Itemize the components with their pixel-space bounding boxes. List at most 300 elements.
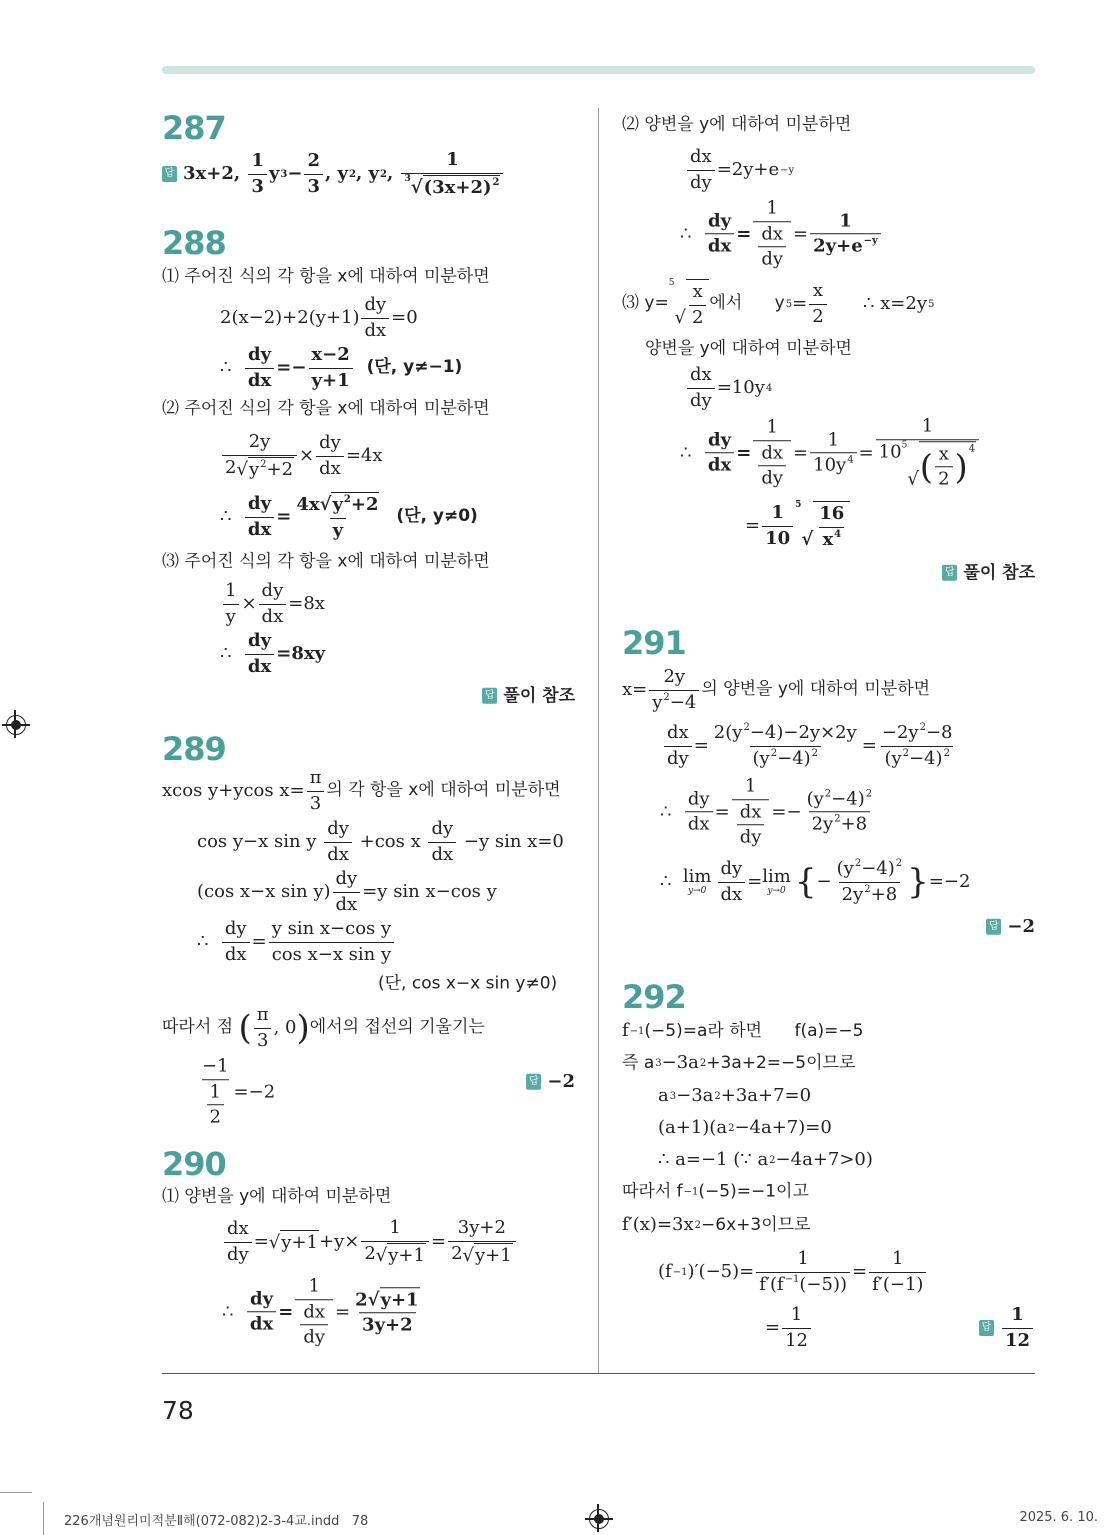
math-text: x (938, 442, 949, 464)
math-text: dx (761, 441, 784, 463)
math-text: x (822, 528, 834, 550)
math-text: dy (364, 294, 387, 315)
denominator (869, 1272, 926, 1297)
superscript: 4 (847, 454, 854, 466)
math-text: dy (261, 580, 284, 601)
superscript: −1 (683, 1186, 699, 1198)
denominator (705, 234, 734, 259)
numerator (245, 493, 274, 517)
math-text: dy (248, 344, 272, 365)
superscript: 2 (349, 168, 356, 180)
math-text: +3a+7=0 (720, 1084, 812, 1106)
math-text: 2y (841, 883, 864, 905)
radical (463, 1243, 513, 1268)
denominator (758, 465, 786, 490)
superscript: 2 (492, 176, 500, 188)
math-text: −8 (925, 722, 953, 743)
numerator (763, 416, 780, 440)
denominator (664, 746, 692, 771)
solution-line (685, 364, 772, 412)
superscript: 4 (765, 382, 773, 394)
denominator (224, 1242, 252, 1267)
math-text: = (747, 870, 763, 892)
bracket: ( (238, 1008, 252, 1048)
denominator (810, 453, 856, 478)
math-text: dx (247, 655, 272, 677)
numerator (248, 150, 267, 174)
fraction (762, 502, 793, 550)
solution-line (745, 501, 850, 551)
numerator (199, 1055, 232, 1079)
korean-text: 풀이 참조 (503, 685, 575, 706)
radicand (423, 175, 501, 200)
fraction (756, 1248, 850, 1296)
superscript: −y (863, 235, 878, 247)
superscript: 2 (379, 168, 387, 180)
superscript: 2 (854, 858, 862, 869)
math-text: ∴ (197, 930, 220, 952)
fraction (782, 1304, 811, 1352)
registration-mark-line (14, 710, 16, 738)
answer-292 (979, 1304, 1035, 1352)
numerator (810, 280, 826, 304)
denominator (876, 439, 979, 491)
numerator (660, 666, 688, 690)
fraction (224, 1218, 252, 1266)
korean-text: (−5)=−1이고 (698, 1181, 809, 1202)
numerator (307, 767, 325, 791)
math-text: −4a+7)=0 (734, 1116, 832, 1138)
denominator (687, 388, 715, 413)
math-text: 10 (878, 440, 902, 462)
bracket: ) (954, 446, 968, 487)
bold-group (243, 492, 478, 542)
fraction (689, 281, 706, 329)
solution-line (658, 1117, 832, 1140)
korean-text: ⑴ 양변을 y에 대하여 미분하면 (162, 1186, 392, 1207)
math-text: = (745, 514, 761, 536)
math-text: +8 (870, 883, 898, 905)
radical (269, 1230, 319, 1255)
superscript: 4 (968, 442, 976, 454)
math-text: 10 (765, 527, 791, 549)
math-text: 1 (251, 150, 264, 171)
fraction (248, 150, 267, 198)
fraction (869, 1248, 926, 1296)
denominator (361, 1241, 429, 1268)
math-text: 2 (355, 1289, 368, 1310)
radicand (813, 501, 850, 551)
numerator (352, 1287, 422, 1313)
denominator (207, 1104, 224, 1129)
math-text: dy (690, 171, 712, 193)
math-text: =−2 (928, 870, 971, 892)
bold-group (1007, 916, 1035, 939)
korean-text: 따라서 점 (162, 1017, 239, 1038)
numerator (742, 775, 759, 799)
footer-filename: 226개념원리미적분Ⅱ해(072-082)2-3-4교.indd 78 (64, 1514, 369, 1529)
denominator (307, 791, 324, 816)
math-text: dx (303, 1300, 326, 1322)
fraction (361, 294, 389, 342)
math-text: y (652, 691, 663, 713)
math-text: dx (667, 722, 689, 743)
solution-line (622, 1020, 863, 1043)
bold-group (243, 344, 462, 392)
numerator (664, 722, 692, 746)
problem-number: 288 (162, 224, 226, 262)
fraction (300, 1301, 328, 1349)
math-text: (3x+2) (423, 176, 492, 198)
math-text: 1 (209, 1080, 221, 1102)
radical (902, 441, 977, 491)
math-text: dy (690, 389, 712, 411)
denominator (809, 304, 826, 329)
radical (376, 1243, 426, 1268)
fraction (361, 1217, 429, 1267)
fraction (428, 818, 456, 866)
numerator (293, 492, 382, 518)
math-text: −4a+7>0) (775, 1148, 873, 1170)
math-text: dy (327, 818, 349, 839)
math-text: 2 (451, 1242, 463, 1264)
math-text: (y (884, 747, 902, 769)
korean-text: (−5)=a라 하면 f(a)=−5 (644, 1020, 864, 1041)
fraction (718, 858, 746, 906)
denominator (254, 1028, 271, 1053)
math-text: −1 (202, 1055, 229, 1077)
math-text: −4) (861, 858, 895, 879)
numerator (816, 503, 847, 527)
math-text: 2 (691, 306, 704, 328)
bold-group (703, 210, 751, 258)
bold-group (350, 1287, 424, 1337)
numerator (711, 722, 860, 746)
korean-text: +3a+2=−5이므로 (706, 1052, 856, 1073)
math-text: =−2 (233, 1080, 276, 1102)
math-text: 2(x−2)+2(y+1) (220, 306, 360, 328)
denominator (685, 812, 713, 837)
numerator (936, 443, 952, 467)
math-text: , y (355, 162, 379, 184)
superscript: 2 (864, 883, 871, 895)
math-text: dx (690, 146, 712, 167)
radical-sign-icon: √ (674, 306, 686, 328)
math-text: dy (761, 467, 784, 489)
math-text: 2 (209, 1106, 221, 1128)
denominator (269, 942, 394, 967)
radical-sign-icon: √ (410, 176, 423, 198)
fraction (448, 1217, 516, 1267)
math-text: 2 (364, 1242, 376, 1264)
math-text: dx (761, 222, 784, 244)
numerator (386, 1217, 403, 1241)
denominator (223, 604, 239, 629)
answer-content (503, 685, 575, 708)
korean-text: ⑵ 주어진 식의 각 항을 x에 대하여 미분하면 (162, 398, 490, 419)
math-text: = (693, 734, 709, 756)
problem-number: 291 (622, 624, 686, 662)
numerator (222, 918, 250, 942)
bold-group (245, 1288, 293, 1336)
radical (795, 501, 850, 551)
solution-line (220, 431, 383, 481)
korean-text: ⑵ 양변을 y에 대하여 미분하면 (622, 114, 852, 135)
denominator (819, 527, 844, 552)
denominator (202, 1079, 229, 1129)
radical-sign-icon: √ (319, 494, 332, 515)
math-text: dy (303, 1326, 326, 1348)
numerator (245, 630, 274, 654)
denominator (248, 174, 267, 199)
radical-sign-icon: √ (907, 468, 919, 490)
radical-sign-icon: √ (367, 1289, 380, 1310)
fraction (705, 210, 734, 258)
math-text: 1 (1011, 1304, 1024, 1325)
solution-line (660, 775, 877, 849)
math-text: y (225, 605, 236, 627)
korean-text: 에서의 접선의 기울기는 (309, 1017, 485, 1038)
answer-badge-icon: 답 (979, 1320, 994, 1336)
math-text: ∴ (220, 356, 243, 378)
solution-line (622, 666, 930, 714)
answer-content (1007, 916, 1035, 939)
limit-subscript: y→0 (688, 885, 707, 896)
math-text: 2y+e (813, 235, 863, 257)
math-text: = (792, 292, 808, 314)
math-text: dx (335, 893, 358, 915)
math-text: =4x (345, 444, 383, 466)
superscript: 2 (834, 813, 841, 825)
denominator (839, 882, 901, 907)
bold-group (808, 210, 883, 258)
math-text: (−5)) (799, 1273, 848, 1295)
bottom-rule (162, 1373, 1035, 1374)
denominator (732, 799, 770, 849)
fraction (935, 443, 952, 491)
denominator (762, 526, 793, 551)
math-text: (y (806, 788, 824, 809)
denominator (300, 1324, 328, 1349)
solution-line (197, 818, 564, 866)
solution-line (680, 415, 981, 491)
denominator (304, 174, 323, 199)
math-text: 12 (1004, 1329, 1030, 1351)
denominator (753, 221, 791, 271)
numerator (804, 788, 876, 812)
problem-number: 290 (162, 1145, 226, 1183)
bold-group (1000, 1304, 1035, 1352)
problem-number: 292 (622, 978, 686, 1016)
fraction (304, 150, 323, 198)
solution-line (220, 294, 418, 342)
solution-line (658, 1085, 811, 1108)
numerator (245, 344, 274, 368)
answer-content (1000, 1304, 1035, 1352)
solution-line (197, 918, 396, 966)
page-number: 78 (162, 1396, 194, 1425)
math-text: )′(−5)= (687, 1260, 755, 1282)
korean-text: 따라서 f (622, 1181, 683, 1202)
superscript: 2 (728, 1122, 735, 1134)
denominator (935, 466, 952, 491)
math-text: 3 (309, 792, 322, 814)
math-text: y+1 (388, 1244, 425, 1266)
superscript: −y (780, 164, 795, 176)
solution-line (220, 344, 462, 392)
fraction (737, 801, 765, 849)
numerator (316, 432, 344, 456)
math-text: dx (431, 843, 454, 865)
limit (683, 867, 712, 897)
solution-line (162, 551, 490, 572)
bold-group (547, 1071, 575, 1094)
fraction (293, 492, 382, 542)
superscript: 2 (811, 747, 819, 759)
denominator (245, 368, 274, 393)
solution-line (220, 580, 325, 628)
math-text: y+1 (311, 369, 350, 391)
math-text: , (386, 162, 400, 184)
denominator (333, 892, 361, 917)
math-text: =8x (288, 592, 325, 614)
denominator (705, 453, 734, 478)
bold-group (243, 630, 325, 678)
numerator (207, 1081, 224, 1105)
fraction (324, 818, 352, 866)
solution-line (658, 1149, 873, 1172)
superscript: 2 (694, 1219, 702, 1231)
superscript: 2 (919, 722, 926, 733)
solution-line (222, 1217, 518, 1267)
solution-line (197, 1055, 275, 1129)
solution-line (622, 1052, 855, 1075)
math-text: (a+1)(a (658, 1116, 728, 1138)
answer-badge-icon: 답 (526, 1074, 541, 1090)
math-text: 3 (256, 1029, 269, 1051)
denominator (428, 842, 456, 867)
math-text: −4) (777, 747, 811, 769)
numerator (443, 149, 462, 173)
math-text: dx (319, 457, 341, 479)
math-text: dx (247, 369, 272, 391)
math-text: dy (667, 747, 689, 769)
solution-line (378, 973, 557, 994)
numerator (333, 868, 361, 892)
math-text: xcos y+ycos x= (162, 779, 305, 801)
denominator (295, 1299, 333, 1349)
math-text: 1 (892, 1248, 904, 1269)
numerator (836, 210, 855, 234)
numerator (758, 223, 786, 247)
math-text: dx (707, 454, 732, 476)
math-text: f′(−1) (872, 1273, 924, 1295)
math-text: = (335, 1300, 351, 1322)
answer-content (963, 562, 1035, 585)
superscript: 3 (655, 1057, 662, 1069)
denominator (330, 518, 346, 543)
superscript: −1 (784, 1273, 800, 1285)
crop-mark (0, 1492, 32, 1493)
radical-sign-icon: √ (236, 458, 248, 480)
math-text: 1 (766, 197, 778, 219)
math-text: y sin x−cos y (271, 918, 392, 939)
math-text: dx (327, 843, 349, 865)
answer-290 (942, 562, 1035, 585)
math-text: y (332, 519, 344, 541)
superscript: 2 (770, 747, 778, 759)
fraction (308, 344, 352, 392)
denominator (401, 173, 503, 200)
fraction (222, 431, 297, 481)
denominator (259, 604, 287, 629)
registration-mark-icon (6, 715, 26, 735)
answer-289 (526, 1071, 575, 1094)
numerator (737, 801, 765, 825)
math-text: 1 (744, 775, 757, 797)
radicand (474, 1243, 513, 1268)
math-text: dx (364, 319, 387, 341)
math-text: dy (227, 1243, 249, 1265)
fraction (1002, 1304, 1033, 1352)
limit-subscript: y→0 (767, 885, 786, 896)
math-text: =2y+e (716, 158, 780, 180)
numerator (834, 858, 906, 882)
math-text: 1 (766, 416, 778, 438)
radicand (919, 441, 976, 491)
math-text: ∴ (220, 505, 243, 527)
header-bar (162, 66, 1035, 74)
solution-line (660, 858, 970, 906)
math-text: = (736, 222, 752, 244)
answer-badge-icon: 답 (942, 565, 957, 581)
math-text: +2 (350, 494, 379, 515)
math-text: +2 (266, 458, 294, 480)
superscript: 2 (743, 722, 750, 733)
math-text: = (793, 441, 809, 463)
solution-line (162, 767, 561, 815)
math-text: ∴ (220, 642, 243, 664)
math-text: −4) (831, 788, 865, 809)
math-text: 3y+2 (362, 1314, 413, 1336)
bold-group (183, 149, 505, 199)
bold-group (963, 563, 1035, 584)
math-text: f′(f (759, 1273, 784, 1295)
math-text: +8 (840, 813, 868, 835)
math-text: −y sin x=0 (458, 830, 564, 852)
radicand (331, 492, 379, 517)
math-text: ∴ a=−1 (∵ a (658, 1148, 769, 1170)
bold-group (503, 686, 575, 707)
fraction (245, 493, 274, 541)
math-text: 1 (790, 1304, 803, 1325)
math-text: = (276, 505, 292, 527)
math-text: x (812, 280, 823, 301)
math-text: y (268, 162, 280, 184)
math-text: = (852, 1260, 868, 1282)
math-text: 2 (307, 150, 320, 171)
radical-sign-icon: √ (462, 1244, 474, 1266)
math-text: 2 (938, 468, 950, 490)
numerator (690, 281, 706, 305)
math-text: 2y (248, 431, 271, 452)
math-text: 1 (225, 580, 237, 601)
math-text: 1 (797, 1248, 809, 1269)
denominator (448, 1241, 516, 1268)
math-text: 1 (771, 502, 784, 523)
radical-index: 3 (404, 173, 411, 184)
math-text: = (736, 441, 752, 463)
